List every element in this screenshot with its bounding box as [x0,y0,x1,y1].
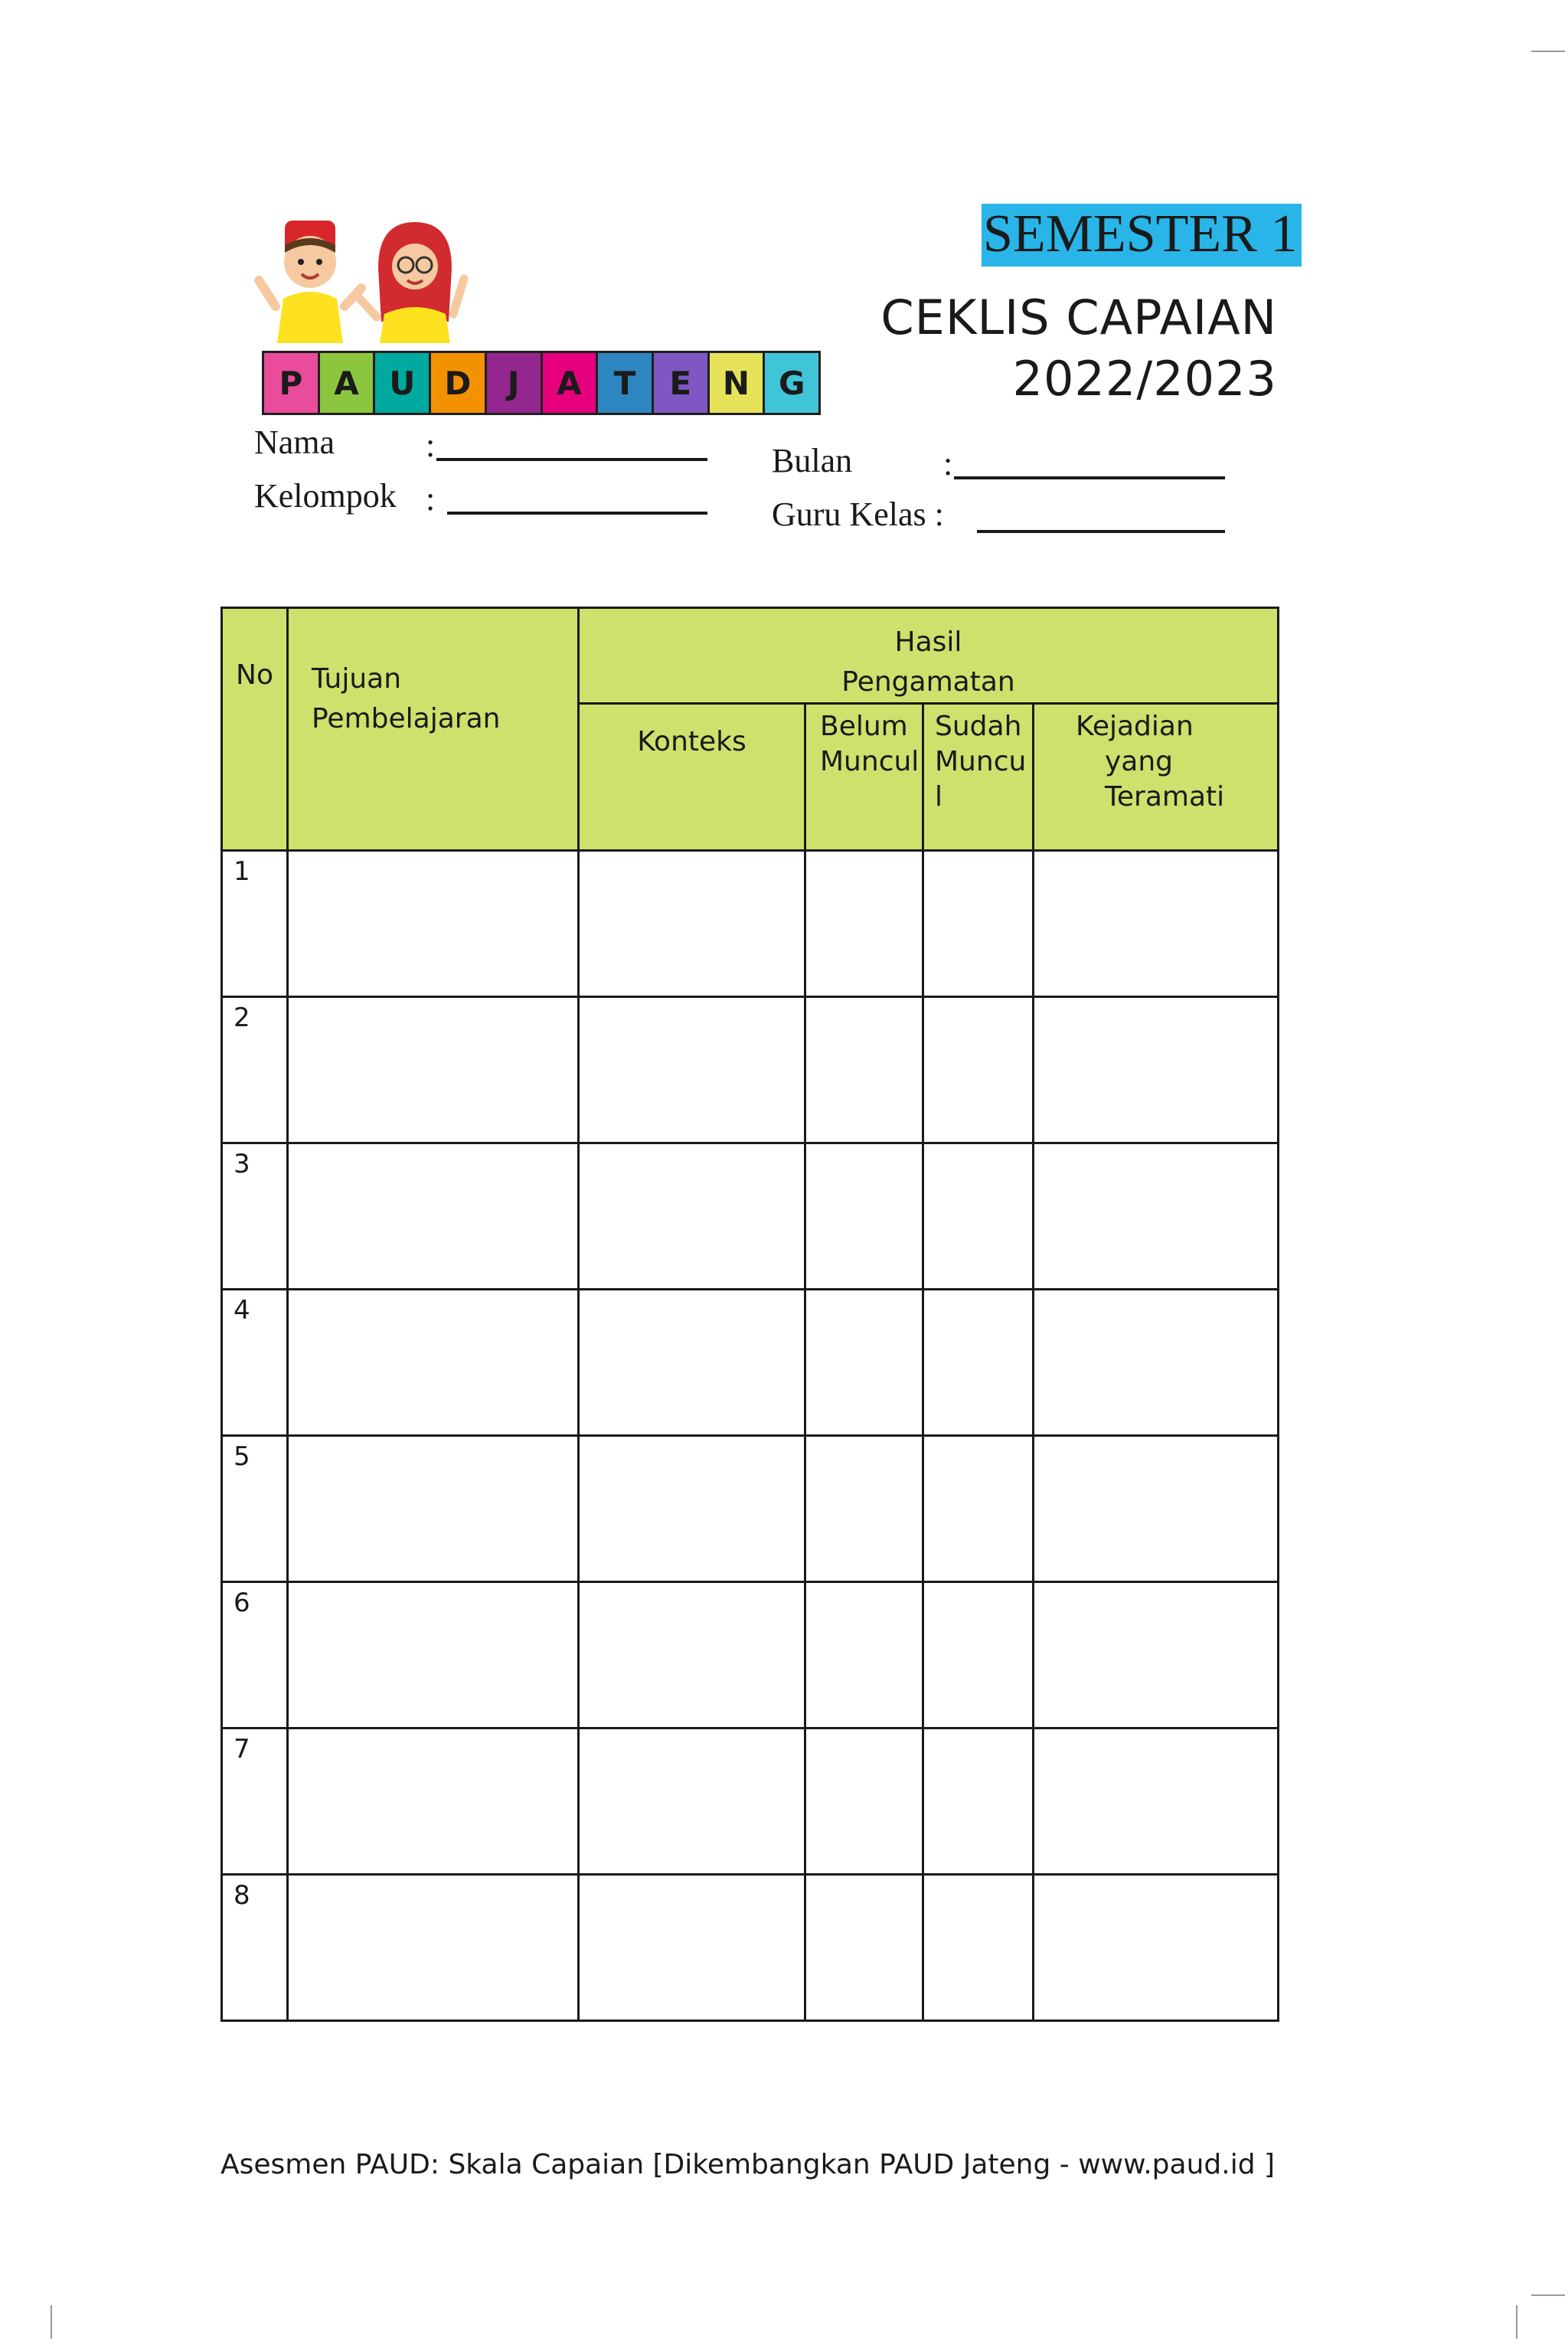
table-row [222,851,1279,997]
bulan-colon: : [943,445,953,482]
guru-kelas-label: Guru Kelas : [772,495,944,533]
footer-text: Asesmen PAUD: Skala Capaian [Dikembangkan PAUD Jateng - www.paud.id ] [220,2149,1276,2180]
crop-mark [1516,2305,1517,2339]
column-header-kejadian [1034,704,1279,851]
konteks-cell[interactable] [579,1436,805,1582]
sudah-muncul-cell[interactable] [923,1436,1034,1582]
kejadian-cell[interactable] [1034,1290,1279,1436]
crop-mark [1531,51,1565,52]
logo-letter: U [375,353,431,413]
row-number: 2 [222,997,288,1143]
sudah-muncul-cell[interactable] [923,1290,1034,1436]
column-header-tujuan [288,608,579,851]
logo-letter: A [320,353,376,413]
bulan-label: Bulan [772,442,853,479]
logo-letter: D [431,353,487,413]
konteks-cell[interactable] [579,997,805,1143]
sudah-muncul-cell[interactable] [923,1143,1034,1290]
logo-letter: N [710,353,766,413]
logo-letter: P [264,353,320,413]
row-number: 4 [222,1290,288,1436]
belum-muncul-cell[interactable] [805,1875,923,2021]
crop-mark [1531,2294,1565,2296]
belum-muncul-cell[interactable] [805,1728,923,1875]
logo-letter: E [654,353,710,413]
column-header-no: No [222,608,288,851]
logo-letter: J [487,353,543,413]
sudah-muncul-cell[interactable] [923,1582,1034,1728]
row-number: 1 [222,851,288,997]
column-header-tujuan-line: Tujuan [312,663,402,695]
row-number: 5 [222,1436,288,1582]
table-row [222,997,1279,1143]
belum-muncul-cell[interactable] [805,851,923,997]
tujuan-cell[interactable] [288,997,579,1143]
konteks-cell[interactable] [579,1582,805,1728]
nama-label: Nama [254,424,335,461]
tujuan-cell[interactable] [288,1436,579,1582]
kejadian-line: Kejadian [1076,711,1194,742]
kejadian-cell[interactable] [1034,1582,1279,1728]
column-header-sudah-muncul: Sudah Muncul [923,704,1034,851]
sudah-muncul-cell[interactable] [923,1875,1034,2021]
semester-badge [982,201,1297,268]
tujuan-cell[interactable] [288,1143,579,1290]
konteks-cell[interactable] [579,1728,805,1875]
sudah-muncul-cell[interactable] [923,851,1034,997]
table-body [222,851,1279,2021]
column-header-hasil-pengamatan [579,608,1279,704]
observation-table [220,607,1279,2022]
column-header-belum-muncul: Belum Muncul [805,704,923,851]
page-title: CEKLIS CAPAIAN [880,289,1277,345]
nama-colon: : [426,427,436,464]
hasil-line: Hasil [894,626,962,658]
sudah-muncul-cell[interactable] [923,1728,1034,1875]
table-row [222,1436,1279,1582]
tujuan-cell[interactable] [288,1582,579,1728]
hasil-line: Pengamatan [841,666,1015,698]
kejadian-line: Teramati [1105,781,1225,813]
sudah-muncul-cell[interactable] [923,997,1034,1143]
column-header-konteks: Konteks [579,704,805,851]
tujuan-cell[interactable] [288,1728,579,1875]
table-row [222,1290,1279,1436]
belum-muncul-cell[interactable] [805,1290,923,1436]
girl-mascot-icon [351,214,473,345]
row-number: 6 [222,1582,288,1728]
logo-letter: A [543,353,599,413]
kelompok-label: Kelompok [254,477,397,515]
table-row [222,1728,1279,1875]
column-header-tujuan-line: Pembelajaran [312,703,501,734]
kelompok-colon: : [426,480,436,518]
semester-label: SEMESTER 1 [983,204,1298,263]
tujuan-cell[interactable] [288,851,579,997]
belum-muncul-cell[interactable] [805,1436,923,1582]
logo-letter: G [765,353,818,413]
tujuan-cell[interactable] [288,1875,579,2021]
nama-field[interactable] [436,458,707,461]
bulan-field[interactable] [954,476,1225,479]
kejadian-line: yang [1105,746,1174,777]
crop-mark [51,2305,52,2339]
kelompok-field[interactable] [447,512,707,515]
table-row [222,1143,1279,1290]
kejadian-cell[interactable] [1034,1143,1279,1290]
kejadian-cell[interactable] [1034,1728,1279,1875]
konteks-cell[interactable] [579,1875,805,2021]
konteks-cell[interactable] [579,851,805,997]
row-number: 8 [222,1875,288,2021]
belum-muncul-cell[interactable] [805,997,923,1143]
kejadian-cell[interactable] [1034,1875,1279,2021]
page-subtitle-year: 2022/2023 [1012,351,1277,407]
konteks-cell[interactable] [579,1143,805,1290]
kejadian-cell[interactable] [1034,1436,1279,1582]
konteks-cell[interactable] [579,1290,805,1436]
table-row [222,1582,1279,1728]
row-number: 3 [222,1143,288,1290]
tujuan-cell[interactable] [288,1290,579,1436]
belum-muncul-cell[interactable] [805,1143,923,1290]
belum-muncul-cell[interactable] [805,1582,923,1728]
row-number: 7 [222,1728,288,1875]
kejadian-cell[interactable] [1034,851,1279,997]
logo-letter-strip [262,351,821,415]
guru-kelas-field[interactable] [977,530,1225,533]
table-row [222,1875,1279,2021]
logo-letter: T [598,353,654,413]
kejadian-cell[interactable] [1034,997,1279,1143]
